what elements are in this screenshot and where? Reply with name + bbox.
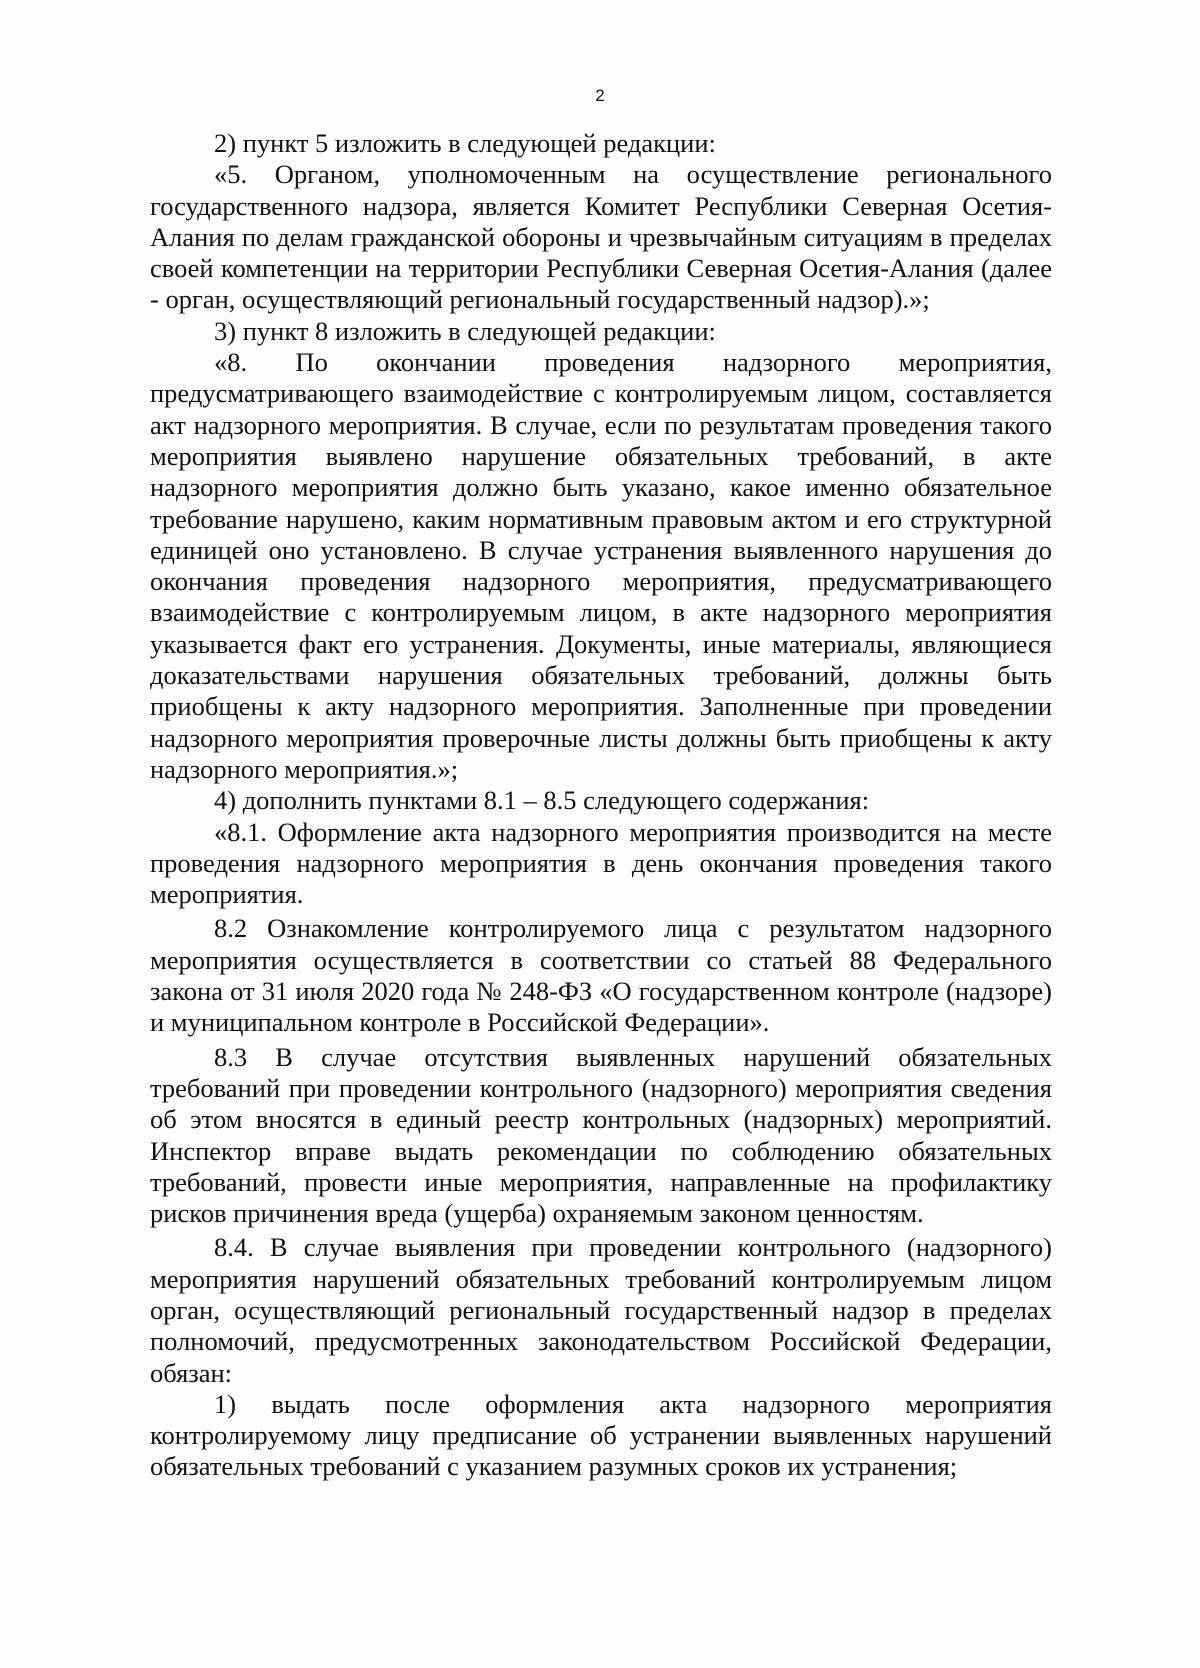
paragraph-item-4: 4) дополнить пунктами 8.1 – 8.5 следующего содержания: [214,785,870,816]
page-number: 2 [595,86,605,105]
paragraph-subpoint-1: 1) выдать после оформления акта надзорного мероприятия контролируемому лицу предписание об устранении выявленных нарушений обязательных требований с указанием разумных сроков их устранения; [150,1388,1052,1482]
paragraph-item-3: 3) пункт 8 изложить в следующей редакции: [214,315,716,346]
paragraph-item-2: 2) пункт 5 изложить в следующей редакции: [214,128,716,158]
paragraph-point-8-1: «8.1. Оформление акта надзорного мероприятия производится на месте проведения надзорного мероприятия в день окончания проведения такого мероприятия. [150,816,1052,910]
paragraph-point-8-3: 8.3 В случае отсутствия выявленных нарушений обязательных требований при проведении контрольного (надзорного) мероприятия сведения об этом вносятся в единый реестр контрольных (надзорных) мероприятий. Инспектор вправе выдать рекомендации по соблюдению обязательных требований, провести иные мероприятия, направленные на профилактику рисков причинения вреда (ущерба) охраняемым законом ценностям. [150,1041,1052,1229]
paragraph-point-5: «5. Органом, уполномоченным на осуществление регионального государственного надзора, является Комитет Республики Северная Осетия-Алания по делам гражданской обороны и чрезвычайным ситуациям в пределах своей компетенции на территории Республики Северная Осетия-Алания (далее - орган, осуществляющий региональный государственный надзор).»; [150,159,1052,315]
paragraph-point-8-4: 8.4. В случае выявления при проведении контрольного (надзорного) мероприятия нарушений обязательных требований контролируемым лицом орган, осуществляющий региональный государственный надзор в пределах полномочий, предусмотренных законодательством Российской Федерации, обязан: [150,1232,1052,1388]
paragraph-point-8-2: 8.2 Ознакомление контролируемого лица с результатом надзорного мероприятия осуществляется в соответствии со статьей 88 Федерального закона от 31 июля 2020 года № 248-ФЗ «О государственном контроле (надзоре) и муниципальном контроле в Российской Федерации». [150,913,1052,1038]
paragraph-point-8: «8. По окончании проведения надзорного мероприятия, предусматривающего взаимодействие с контролируемым лицом, составляется акт надзорного мероприятия. В случае, если по результатам проведения такого мероприятия выявлено нарушение обязательных требований, в акте надзорного мероприятия должно быть указано, какое именно обязательное требование нарушено, каким нормативным правовым актом и его структурной единицей оно установлено. В случае устранения выявленного нарушения до окончания проведения надзорного мероприятия, предусматривающего взаимодействие с контролируемым лицом, в акте надзорного мероприятия указывается факт его устранения. Документы, иные материалы, являющиеся доказательствами нарушения обязательных требований, должны быть приобщены к акту надзорного мероприятия. Заполненные при проведении надзорного мероприятия проверочные листы должны быть приобщены к акту надзорного мероприятия.»; [150,347,1052,784]
document-body [150,128,1052,1483]
